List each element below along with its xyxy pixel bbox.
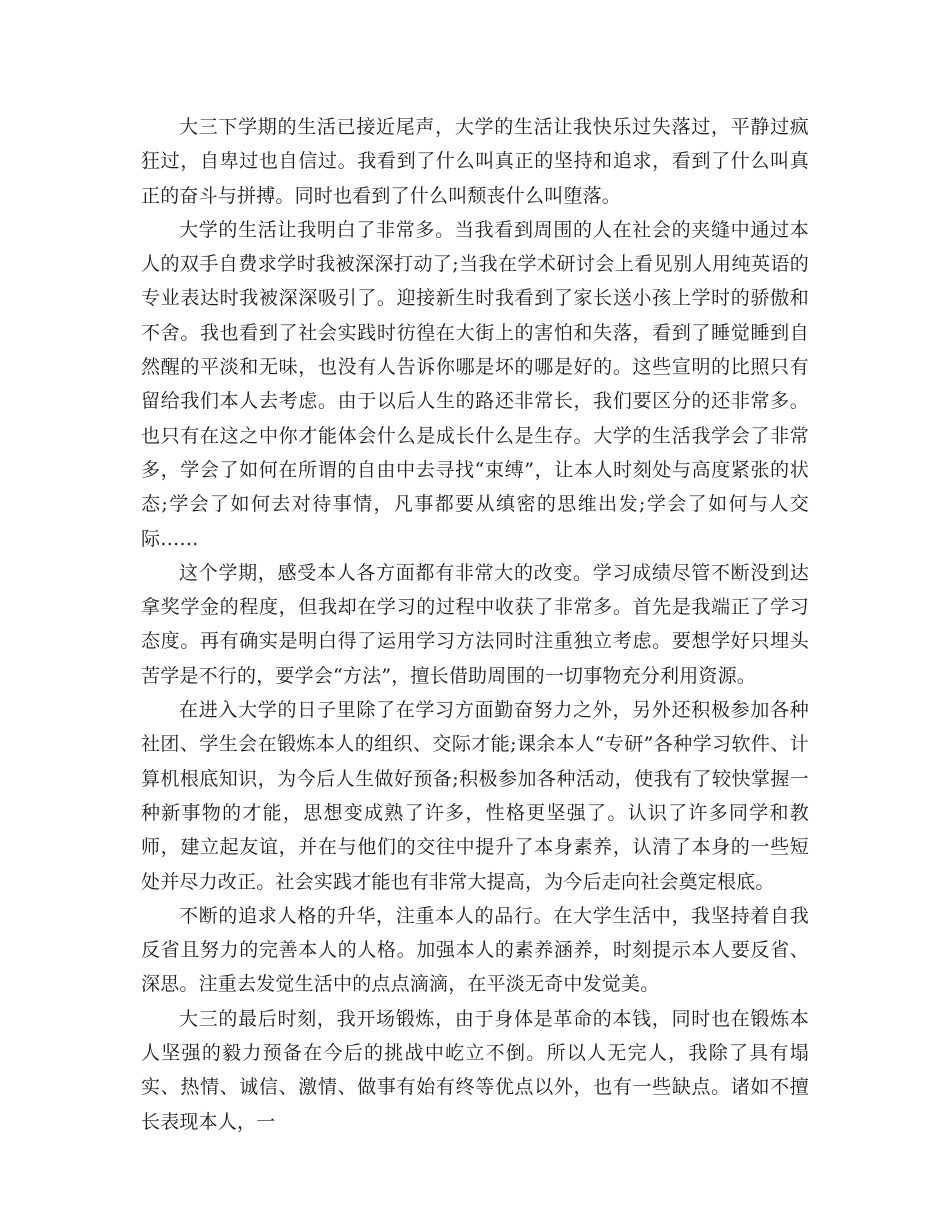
paragraph-5: 不断的追求人格的升华，注重本人的品行。在大学生活中，我坚持着自我反省且努力的完善本人的人格。加强本人的素养涵养，时刻提示本人要反省、深思。注重去发觉生活中的点点滴滴，在平淡无奇中发觉美。	[141, 904, 809, 996]
document-body	[141, 110, 809, 1139]
paragraph-4: 在进入大学的日子里除了在学习方面勤奋努力之外，另外还积极参加各种社团、学生会在锻炼本人的组织、交际才能;课余本人“专研”各种学习软件、计算机根底知识，为今后人生做好预备;积极参加各种活动，使我有了较快掌握一种新事物的才能，思想变成熟了许多，性格更坚强了。认识了许多同学和教师，建立起友谊，并在与他们的交往中提升了本身素养，认清了本身的一些短处并尽力改正。社会实践才能也有非常大提高，为今后走向社会奠定根底。	[141, 699, 809, 893]
paragraph-3: 这个学期，感受本人各方面都有非常大的改变。学习成绩尽管不断没到达拿奖学金的程度，但我却在学习的过程中收获了非常多。首先是我端正了学习态度。再有确实是明白得了运用学习方法同时注重独立考虑。要想学好只埋头苦学是不行的，要学会“方法”，擅长借助周围的一切事物充分利用资源。	[141, 561, 809, 687]
paragraph-6: 大三的最后时刻，我开场锻炼，由于身体是革命的本钱，同时也在锻炼本人坚强的毅力预备在今后的挑战中屹立不倒。所以人无完人，我除了具有塌实、热情、诚信、激情、做事有始有终等优点以外，也有一些缺点。诸如不擅长表现本人，一	[141, 1007, 809, 1133]
paragraph-1: 大三下学期的生活已接近尾声，大学的生活让我快乐过失落过，平静过疯狂过，自卑过也自信过。我看到了什么叫真正的坚持和追求，看到了什么叫真正的奋斗与拼搏。同时也看到了什么叫颓丧什么叫堕落。	[141, 116, 809, 207]
paragraph-2: 大学的生活让我明白了非常多。当我看到周围的人在社会的夹缝中通过本人的双手自费求学时我被深深打动了;当我在学术研讨会上看见别人用纯英语的专业表达时我被深深吸引了。迎接新生时我看到了家长送小孩上学时的骄傲和不舍。我也看到了社会实践时彷徨在大街上的害怕和失落，看到了睡觉睡到自然醒的平淡和无味，也没有人告诉你哪是坏的哪是好的。这些宣明的比照只有留给我们本人去考虑。由于以后人生的路还非常长，我们要区分的还非常多。也只有在这之中你才能体会什么是成长什么是生存。大学的生活我学会了非常多，学会了如何在所谓的自由中去寻找“束缚”，让本人时刻处与高度紧张的状态;学会了如何去对待事情，凡事都要从缜密的思维出发;学会了如何与人交际……	[141, 218, 809, 550]
